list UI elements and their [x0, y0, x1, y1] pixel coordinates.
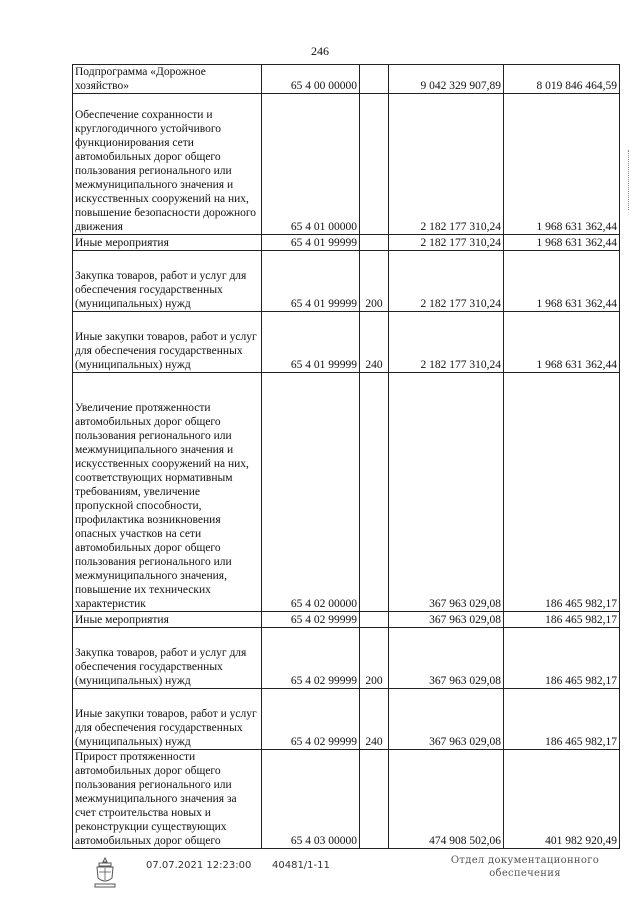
row-code: 65 4 02 00000 — [262, 373, 360, 612]
row-code: 65 4 01 99999 — [262, 235, 360, 251]
row-value-1: 367 963 029,08 — [389, 612, 504, 628]
document-footer — [0, 852, 640, 897]
row-value-2: 1 968 631 362,44 — [504, 251, 620, 312]
row-value-1: 367 963 029,08 — [389, 628, 504, 689]
row-value-1: 2 182 177 310,24 — [389, 251, 504, 312]
row-name: Иные мероприятия — [73, 235, 262, 251]
row-value-2: 8 019 846 464,59 — [504, 65, 620, 94]
row-type: 200 — [360, 251, 389, 312]
row-name: Обеспечение сохранности и круглогодичного устойчивого функционирования сети автомобильных дорог общего пользования регионального или межмуниципального значения и искусственных сооружений на них, повышение безопасности дорожного движения — [73, 94, 262, 235]
table-row — [73, 628, 620, 689]
table-row — [73, 251, 620, 312]
document-number: 40481/1-11 — [272, 860, 330, 871]
row-code: 65 4 01 99999 — [262, 312, 360, 373]
page-number: 246 — [311, 44, 329, 58]
row-name: Подпрограмма «Дорожное хозяйство» — [73, 65, 262, 94]
coat-of-arms-icon — [92, 856, 118, 890]
row-name: Увеличение протяженности автомобильных дорог общего пользования регионального или межмуниципального значения и искусственных сооружений на них, соответствующих нормативным требованиям, увеличение пропускной способности, профилактика возникновения опасных участков на сети автомобильных дорог общего пользования регионального или межмуниципального значения, повышение их технических характеристик — [73, 373, 262, 612]
row-code: 65 4 01 00000 — [262, 94, 360, 235]
row-name: Иные закупки товаров, работ и услуг для обеспечения государственных (муниципальных) нужд — [73, 312, 262, 373]
row-code: 65 4 03 00000 — [262, 750, 360, 849]
margin-scan-mark — [628, 150, 635, 210]
row-value-2: 1 968 631 362,44 — [504, 312, 620, 373]
table-row — [73, 312, 620, 373]
row-value-2: 1 968 631 362,44 — [504, 94, 620, 235]
table-row — [73, 612, 620, 628]
row-type: 200 — [360, 628, 389, 689]
row-type: 240 — [360, 689, 389, 750]
row-code: 65 4 02 99999 — [262, 689, 360, 750]
row-type — [360, 750, 389, 849]
row-code: 65 4 02 99999 — [262, 628, 360, 689]
row-name: Прирост протяженности автомобильных дорог общего пользования регионального или межмуниципального значения за счет строительства новых и реконструкции существующих автомобильных дорог общего — [73, 750, 262, 849]
table-row — [73, 94, 620, 235]
table-row — [73, 689, 620, 750]
row-name: Иные закупки товаров, работ и услуг для обеспечения государственных (муниципальных) нужд — [73, 689, 262, 750]
stamp-date-time: 07.07.2021 12:23:00 — [146, 860, 252, 871]
row-value-1: 9 042 329 907,89 — [389, 65, 504, 94]
row-name: Закупка товаров, работ и услуг для обеспечения государственных (муниципальных) нужд — [73, 251, 262, 312]
row-value-1: 367 963 029,08 — [389, 373, 504, 612]
row-value-1: 2 182 177 310,24 — [389, 94, 504, 235]
row-name: Иные мероприятия — [73, 612, 262, 628]
department-stamp — [445, 854, 605, 880]
row-type — [360, 373, 389, 612]
row-value-2: 186 465 982,17 — [504, 689, 620, 750]
table-row — [73, 65, 620, 94]
table-row — [73, 373, 620, 612]
row-value-1: 474 908 502,06 — [389, 750, 504, 849]
department-line-1: Отдел документационного — [450, 855, 600, 866]
row-value-2: 186 465 982,17 — [504, 373, 620, 612]
row-code: 65 4 00 00000 — [262, 65, 360, 94]
row-value-2: 401 982 920,49 — [504, 750, 620, 849]
row-name: Закупка товаров, работ и услуг для обеспечения государственных (муниципальных) нужд — [73, 628, 262, 689]
row-type — [360, 612, 389, 628]
table-row — [73, 750, 620, 849]
row-code: 65 4 02 99999 — [262, 612, 360, 628]
row-value-2: 186 465 982,17 — [504, 628, 620, 689]
row-value-2: 186 465 982,17 — [504, 612, 620, 628]
row-value-1: 367 963 029,08 — [389, 689, 504, 750]
row-value-2: 1 968 631 362,44 — [504, 235, 620, 251]
row-type — [360, 65, 389, 94]
row-value-1: 2 182 177 310,24 — [389, 312, 504, 373]
table-row — [73, 235, 620, 251]
row-value-1: 2 182 177 310,24 — [389, 235, 504, 251]
budget-table — [72, 64, 620, 849]
row-type — [360, 235, 389, 251]
row-type: 240 — [360, 312, 389, 373]
row-type — [360, 94, 389, 235]
row-code: 65 4 01 99999 — [262, 251, 360, 312]
department-line-2: обеспечения — [489, 868, 561, 879]
